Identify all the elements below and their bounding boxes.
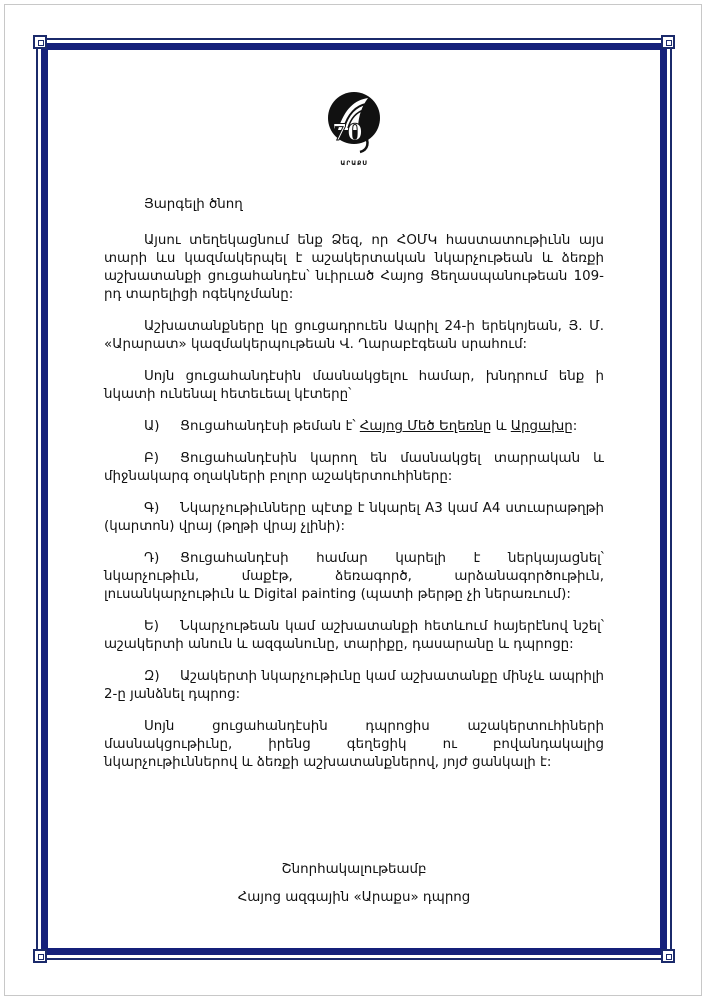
list-item [104, 550, 604, 604]
list-item-text: Ցուցահանդէսի թեման է՝ [180, 419, 360, 434]
frame-corner-ornament [33, 949, 47, 963]
list-item-letter: Զ) [144, 669, 160, 684]
list-item-letter: Գ) [144, 501, 160, 516]
signature-line: Հայոց ազգային «Արաքս» դպրոց [237, 890, 471, 905]
list-item-text: Ցուցահանդէսին կարող են մասնակցել տարրական և միջնակարգ օղակների բոլոր աշակերտուհիները: [104, 451, 604, 484]
final-paragraph: Սոյն ցուցահանդէսին դպրոցիս աշակերտուհիների մասնակցութիւնը, իրենց գեղեցիկ ու բովանդակալից նկարչութիւններով և ձեռքի աշխատանքներով, յոյժ ցանկալի է: [104, 719, 604, 770]
list-item-letter: Ե) [144, 619, 160, 634]
list-item-text: Ցուցահանդէսի համար կարելի է ներկայացնել՝ նկարչութիւն, մաքէթ, ձեռագործ, արձանագործութիւն, լուսանկարչութիւն և Digital painting (պատի թերթը չի ներառւում): [104, 551, 604, 602]
letter-body [104, 196, 604, 786]
frame-corner-ornament [661, 949, 675, 963]
list-item-letter: Բ) [144, 451, 160, 466]
list-item-text: Նկարչութիւնները պէտք է նկարել A3 կամ A4 ստւարաթղթի (կարտոն) վրայ (թղթի վրայ չլինի): [104, 501, 604, 534]
logo-caption: ԱՐԱՔՍ [340, 160, 368, 167]
greeting: Յարգելի ծնող [144, 197, 243, 212]
list-item-letter: Ա) [144, 419, 160, 434]
list-item-letter: Դ) [144, 551, 160, 566]
frame-corner-ornament [661, 35, 675, 49]
list-item [104, 418, 604, 436]
logo-number: 70 [332, 120, 363, 146]
topic-artsakh: Արցախը [510, 419, 573, 434]
list-item [104, 618, 604, 654]
topic-genocide: Հայոց Մեծ Եղեռնը [359, 419, 492, 434]
school-logo [324, 90, 384, 168]
conditions-intro: Սոյն ցուցահանդէսին մասնակցելու համար, խնդրում ենք ի նկատի ունենալ հետեւեալ կէտերը՝ [104, 369, 604, 402]
thanks-line: Շնորհակալութեամբ [281, 862, 427, 877]
list-item [104, 668, 604, 704]
intro-paragraph: Այսու տեղեկացնում ենք Ձեզ, որ ՀՕՄԿ հաստատութիւնն այս տարի ևս կազմակերպել է աշակերտական նկարչութեան և ձեռքի աշխատանքի ցուցահանդէս՝ նւիրւած Հայոց Ցեղասպանութեան 109-րդ տարելիցի ոգեկոչմանը: [104, 233, 604, 302]
list-item-text: : [572, 419, 578, 434]
schedule-paragraph: Աշխատանքները կը ցուցադրուեն Ապրիլ 24-ի երեկոյեան, Յ. Մ. «Արարատ» կազմակերպութեան Վ. Ղարաբէգեան սրահում: [104, 319, 604, 352]
list-item [104, 500, 604, 536]
list-item-text: և [491, 419, 511, 434]
list-item-text: Նկարչութեան կամ աշխատանքի հետևում հայերէնով նշել՝ աշակերտի անուն և ազգանունը, տարիքը, դասարանը և դպրոցը: [104, 619, 604, 652]
list-item [104, 450, 604, 486]
frame-corner-ornament [33, 35, 47, 49]
list-item-text: Աշակերտի նկարչութիւնը կամ աշխատանքը մինչև ապրիլի 2-ը յանձնել դպրոց: [104, 669, 604, 702]
